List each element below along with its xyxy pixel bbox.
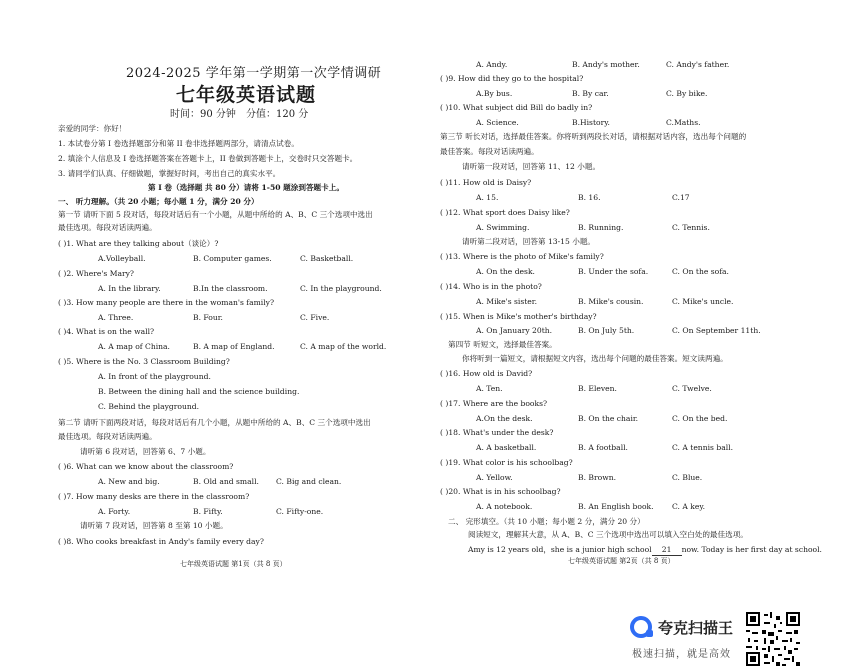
option: C. On the sofa. — [672, 267, 729, 276]
option: B. 16. — [578, 193, 601, 202]
question-3: ( )3. How many people are there in the woman's family? — [58, 298, 275, 307]
option: C. A map of the world. — [300, 342, 387, 351]
passage-end: now. Today is her first day at school. — [681, 545, 822, 554]
question-19: ( )19. What color is his schoolbag? — [440, 458, 573, 467]
option: C. Basketball. — [300, 254, 354, 263]
question-6: ( )6. What can we know about the classroom? — [58, 462, 234, 471]
option: A. Science. — [476, 118, 519, 127]
option: C. In the playground. — [300, 284, 382, 293]
dialog-6-instr: 请听第 6 段对话，回答第 6、7 小题。 — [80, 447, 211, 456]
sec1-part2-instr: 第二节 请听下面两段对话，每段对话后有几个小题，从题中所给的 A、B、C 三个选项中选出 — [58, 418, 371, 427]
question-9: ( )9. How did they go to the hospital? — [440, 74, 584, 83]
note-1: 1. 本试卷分第 I 卷选择题部分和第 II 卷非选择题两部分，请清点试卷。 — [58, 139, 299, 148]
scanner-watermark — [630, 612, 840, 668]
note-3: 3. 请同学们认真、仔细做题，掌握好时间，考出自己的真实水平。 — [58, 169, 281, 178]
option: C. By bike. — [666, 89, 708, 98]
dialog-2-instr: 请听第二段对话，回答第 13-15 小题。 — [462, 237, 596, 246]
question-16: ( )16. How old is David? — [440, 369, 533, 378]
question-17: ( )17. Where are the books? — [440, 399, 548, 408]
option: B.In the classroom. — [193, 284, 268, 293]
option: A. On January 20th. — [476, 326, 553, 335]
option: B. On the chair. — [578, 414, 639, 423]
page-footer-2: 七年级英语试题 第2页（共 8 页） — [568, 557, 675, 565]
option: C. A tennis ball. — [672, 443, 733, 452]
option: A. Forty. — [98, 507, 131, 516]
sec1-part1-instr: 第一节 请听下面 5 段对话，每段对话后有一个小题，从题中所给的 A、B、C 三个选项中选出 — [58, 210, 373, 219]
option: B. By car. — [572, 89, 609, 98]
section2-instr: 阅读短文，理解其大意，从 A、B、C 三个选项中选出可以填入空白处的最佳选项。 — [468, 530, 748, 539]
question-2: ( )2. Where's Mary? — [58, 269, 135, 278]
option: C. Fifty-one. — [276, 507, 324, 516]
qr-code-icon — [746, 612, 800, 666]
question-18: ( )18. What's under the desk? — [440, 428, 554, 437]
exam-title: 2024-2025 学年第一学期第一次学情调研 — [126, 66, 382, 81]
option: A. In front of the playground. — [98, 372, 211, 381]
sec1-part2-instr-2: 最佳选项。每段对话读两遍。 — [58, 432, 157, 441]
question-14: ( )14. Who is in the photo? — [440, 282, 542, 291]
passage-line — [468, 545, 822, 556]
sec1-part1-instr-2: 最佳选项。每段对话读两遍。 — [58, 223, 157, 232]
option: C. Blue. — [672, 473, 703, 482]
option: A. Andy. — [476, 60, 508, 69]
sec4-heading: 第四节 听短文，选择最佳答案。 — [448, 340, 557, 349]
option: A. Swimming. — [476, 223, 530, 232]
exam-score: 分值：120 分 — [246, 109, 309, 120]
option: C.17 — [672, 193, 690, 202]
option: B. Four. — [193, 313, 223, 322]
exam-subject: 七年级英语试题 — [176, 84, 317, 106]
option: B. A football. — [578, 443, 628, 452]
question-11: ( )11. How old is Daisy? — [440, 178, 532, 187]
section1-heading: 一、 听力理解。（共 20 小题；每小题 1 分，满分 20 分） — [58, 197, 259, 206]
option: C. A key. — [672, 502, 706, 511]
option: A. A notebook. — [476, 502, 533, 511]
question-4: ( )4. What is on the wall? — [58, 327, 155, 336]
option: B. A map of England. — [193, 342, 275, 351]
option: A. Yellow. — [476, 473, 513, 482]
option: B. Brown. — [578, 473, 616, 482]
question-15: ( )15. When is Mike's mother's birthday? — [440, 312, 597, 321]
option: C. On the bed. — [672, 414, 728, 423]
option: A.On the desk. — [476, 414, 533, 423]
watermark-slogan: 极速扫描，就是高效 — [632, 649, 731, 660]
option: A.By bus. — [476, 89, 513, 98]
option: C. Mike's uncle. — [672, 297, 734, 306]
watermark-name: 夸克扫描王 — [658, 619, 734, 637]
option: C. Andy's father. — [666, 60, 730, 69]
sec3-instr-2: 最佳答案。每段对话读两遍。 — [440, 147, 539, 156]
option: C. Tennis. — [672, 223, 710, 232]
option: B. An English book. — [578, 502, 654, 511]
option: B. Mike's cousin. — [578, 297, 644, 306]
sec4-instr: 你将听到一篇短文，请根据短文内容，选出每个问题的最佳答案。短文读两遍。 — [462, 354, 728, 363]
option: A.Volleyball. — [98, 254, 146, 263]
option: B. On July 5th. — [578, 326, 635, 335]
option: A. In the library. — [98, 284, 161, 293]
option: A. Three. — [98, 313, 134, 322]
option: A. 15. — [476, 193, 499, 202]
option: B. Computer games. — [193, 254, 272, 263]
part1-heading: 第 I 卷（选择题 共 80 分）请将 1-50 题涂到答题卡上。 — [148, 183, 344, 192]
option: B. Eleven. — [578, 384, 617, 393]
option: A. A basketball. — [476, 443, 537, 452]
option: B. Fifty. — [193, 507, 223, 516]
option: C. Five. — [300, 313, 330, 322]
option: A. Mike's sister. — [476, 297, 537, 306]
option: B. Between the dining hall and the science building. — [98, 387, 300, 396]
option: C.Maths. — [666, 118, 701, 127]
question-20: ( )20. What is in his schoolbag? — [440, 487, 561, 496]
question-12: ( )12. What sport does Daisy like? — [440, 208, 570, 217]
option: A. On the desk. — [476, 267, 535, 276]
option: C. Twelve. — [672, 384, 712, 393]
passage-start: Amy is 12 years old，she is a junior high school — [468, 545, 652, 554]
dialog-7-instr: 请听第 7 段对话，回答第 8 至第 10 小题。 — [80, 521, 228, 530]
sec3-instr: 第三节 听长对话，选择最佳答案。你将听到两段长对话，请根据对话内容，选出每个问题的 — [440, 132, 747, 141]
option: B. Andy's mother. — [572, 60, 640, 69]
dialog-1-instr: 请听第一段对话，回答第 11、12 小题。 — [462, 162, 601, 171]
quark-logo-icon — [630, 616, 652, 638]
option: B. Under the sofa. — [578, 267, 649, 276]
right-page — [440, 0, 835, 600]
option: A. Ten. — [476, 384, 503, 393]
option: C. Big and clean. — [276, 477, 342, 486]
note-2: 2. 填涂个人信息及 I 卷选择题答案在答题卡上，II 卷做到答题卡上，交卷时只交答题卡。 — [58, 154, 358, 163]
option: A. New and big. — [98, 477, 160, 486]
blank-21: 21 — [652, 545, 682, 556]
option: B. Running. — [578, 223, 624, 232]
question-5: ( )5. Where is the No. 3 Classroom Building? — [58, 357, 230, 366]
option: A. A map of China. — [98, 342, 170, 351]
question-1: ( )1. What are they talking about（谈论）? — [58, 239, 219, 248]
option: B.History. — [572, 118, 610, 127]
option: C. Behind the playground. — [98, 402, 200, 411]
question-7: ( )7. How many desks are there in the classroom? — [58, 492, 250, 501]
left-page — [58, 0, 430, 600]
section2-heading: 二、 完形填空。（共 10 小题；每小题 2 分，满分 20 分） — [448, 517, 645, 526]
greeting: 亲爱的同学：你好！ — [58, 124, 127, 133]
option: C. On September 11th. — [672, 326, 761, 335]
question-13: ( )13. Where is the photo of Mike's family? — [440, 252, 604, 261]
exam-time: 时间：90 分钟 — [170, 109, 236, 120]
page-footer-1: 七年级英语试题 第1页（共 8 页） — [180, 560, 287, 568]
option: B. Old and small. — [193, 477, 259, 486]
question-10: ( )10. What subject did Bill do badly in? — [440, 103, 593, 112]
question-8: ( )8. Who cooks breakfast in Andy's family every day? — [58, 537, 264, 546]
